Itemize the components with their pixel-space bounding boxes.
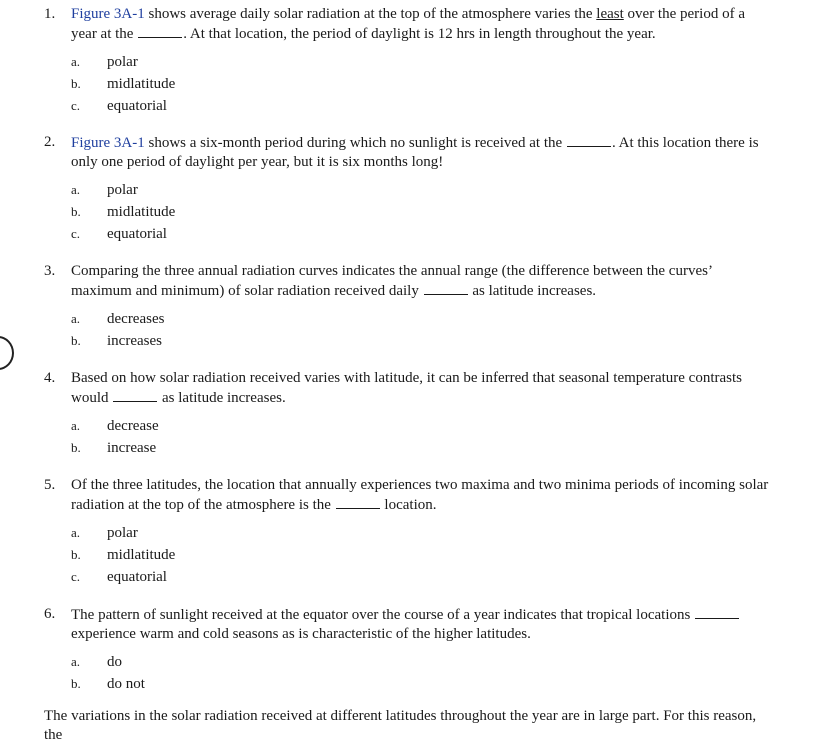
- question-4: [44, 369, 774, 408]
- question-number: 1.: [44, 6, 56, 22]
- question-number: 6.: [44, 606, 56, 622]
- answer-blank: [113, 388, 157, 402]
- question-text: Of the three latitudes, the location that annually experiences two maxima and two minima periods of incoming solar radiation at the top of the atmosphere is the location.: [71, 477, 769, 513]
- question-text: Comparing the three annual radiation curves indicates the annual range (the difference between the curves’ maximum and minimum) of solar radiation received daily as latitude increases.: [71, 263, 712, 299]
- question-text: Based on how solar radiation received varies with latitude, it can be inferred that seasonal temperature contrasts would as latitude increases.: [71, 370, 743, 406]
- emphasis-word: least: [596, 6, 624, 22]
- question-5: [44, 476, 774, 515]
- answer-blank: [695, 605, 739, 619]
- question-3: [44, 262, 774, 301]
- question-1: [44, 5, 774, 44]
- answer-blank: [138, 24, 182, 38]
- question-number: 4.: [44, 370, 56, 386]
- question-number: 3.: [44, 263, 56, 279]
- answer-blank: [336, 495, 380, 509]
- margin-circle-mark: [0, 336, 14, 370]
- figure-link[interactable]: Figure 3A-1: [71, 6, 145, 22]
- answer-blank: [567, 133, 611, 147]
- question-6: [44, 605, 774, 644]
- question-2: [44, 133, 774, 172]
- question-text: Figure 3A-1 shows average daily solar radiation at the top of the atmosphere varies the least over the period of a year at the . At that location, the period of daylight is 12 hrs in length throughout the year.: [71, 6, 745, 42]
- question-text: Figure 3A-1 shows a six-month period during which no sunlight is received at the . At this location there is only one period of daylight per year, but it is six months long!: [71, 135, 759, 170]
- question-number: 5.: [44, 477, 56, 493]
- figure-link[interactable]: Figure 3A-1: [71, 135, 145, 151]
- question-number: 2.: [44, 134, 56, 150]
- worksheet-page: 1. Figure 3A-1 shows average daily solar radiation at the top of the atmosphere varies the least over the period of a year at the . At that location, the period of daylight is 12 hrs in length throughout the year. a. polar b. midlatitude c. equatorial 2. Figure 3A-1 shows a six-month period during which no sunlight is received at the . At this location there is only one period of daylight per year, but it is six months long! a. polar b. midlatitude c. equatorial 3. Comparing the three annual radiation curves indicates the annual range (the difference between the curves’ maximum and minimum) of solar radiation received daily as latitude increases. a. decreases b. increases 4. Based on how solar radiation received varies with latitude, it can be inferred that seasonal temperature contrasts would as latitude increases. a. decrease b. increase 5. Of the three latitudes, the location that annually experiences two maxima and two minima periods of incoming solar radiation at the top of the atmosphere is the location. a. polar b. midlatitude c. equatorial 6. The pattern of sunlight received at the equator over the course of a year indicates that tropical locations experience warm and cold seasons as is characteristic of the higher latitudes. a. do b. do not The variations in the solar radiation received at different latitudes throughout the year are in large part. For this reason, the: [0, 0, 813, 716]
- next-question-cutoff: The variations in the solar radiation received at different latitudes throughout the year are in large part. For this reason, the: [44, 708, 757, 743]
- question-text: The pattern of sunlight received at the equator over the course of a year indicates that tropical locations experience warm and cold seasons as is characteristic of the higher latitudes.: [71, 605, 774, 644]
- answer-blank: [424, 281, 468, 295]
